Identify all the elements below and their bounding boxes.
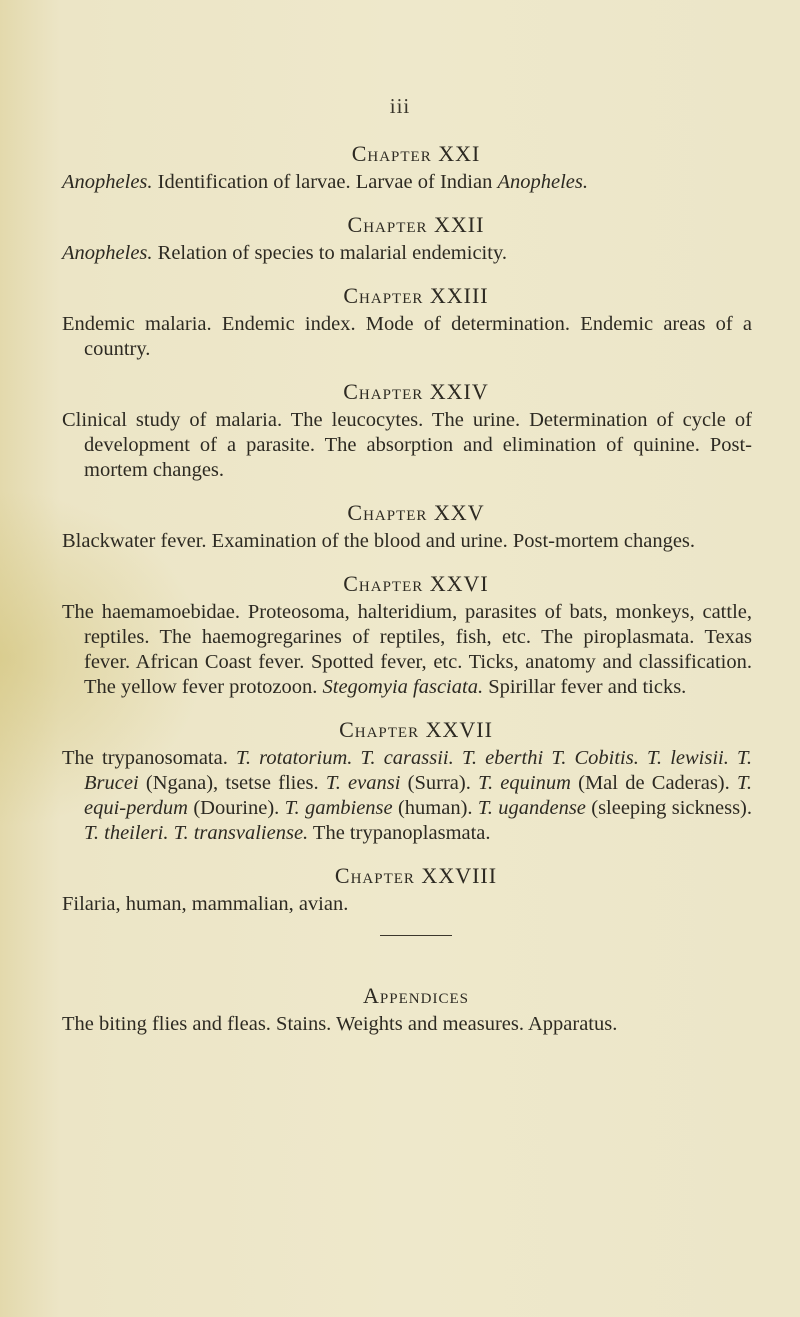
chapter-heading: Chapter XXIII: [343, 283, 489, 308]
summary-text: [639, 747, 647, 769]
italic-term: T. carassii.: [360, 747, 454, 769]
summary-text: (sleeping sickness).: [585, 797, 752, 819]
summary-text: Relation of species to malarial endemicity.: [152, 242, 507, 264]
italic-term: T. eberthi T. Cobitis.: [461, 747, 639, 769]
chapter-summary: [62, 241, 752, 266]
chapter-summary: [62, 529, 752, 554]
table-of-contents: [62, 92, 752, 1051]
summary-text: Endemic malaria. Endemic index. Mode of determination. Endemic areas of a country.: [62, 313, 752, 360]
page-number: iii: [389, 94, 411, 118]
chapter-summary: [62, 892, 752, 917]
summary-text: Identification of larvae. Larvae of Indian: [152, 171, 498, 193]
chapter-heading: Chapter XXVI: [343, 571, 489, 596]
summary-text: Filaria, human, mammalian, avian.: [62, 893, 349, 915]
italic-term: T. evansi: [325, 772, 401, 794]
chapter-list: [62, 138, 752, 917]
italic-term: T. gambiense: [284, 797, 393, 819]
italic-term: T. equi-perdum: [84, 772, 752, 819]
summary-text: (Ngana), tsetse flies.: [138, 772, 326, 794]
appendices-heading: Appendices: [363, 983, 469, 1008]
chapter-summary: [62, 408, 752, 483]
chapter-heading: Chapter XXIV: [343, 379, 489, 404]
summary-text: The trypanosomata.: [62, 747, 236, 769]
chapter-heading: Chapter XXVII: [339, 717, 493, 742]
summary-text: The trypanoplasmata.: [308, 822, 491, 844]
chapter-summary: [62, 746, 752, 846]
summary-text: Spirillar fever and ticks.: [483, 676, 687, 698]
chapter-heading: Chapter XXII: [347, 212, 485, 237]
italic-term: Anopheles.: [62, 171, 153, 193]
italic-term: T. rotatorium.: [236, 747, 353, 769]
summary-text: The haemamoebidae. Proteosoma, halteridium, parasites of bats, monkeys, cattle, reptiles. The haemogregarines of reptiles, fish, etc. The piroplasmata. Texas fever. African Coast fever. Spotted fever, etc. Ticks, anatomy and classification. The yellow fever protozoon.: [62, 601, 752, 698]
italic-term: T. lewisii.: [647, 747, 729, 769]
summary-text: [352, 747, 360, 769]
summary-text: (Dourine).: [188, 797, 285, 819]
italic-term: Anopheles.: [497, 171, 588, 193]
summary-text: Blackwater fever. Examination of the blood and urine. Post-mortem changes.: [62, 530, 696, 552]
italic-term: T. equinum: [478, 772, 571, 794]
summary-text: (Mal de Caderas).: [570, 772, 737, 794]
summary-text: (human).: [392, 797, 478, 819]
chapter-heading: Chapter XXV: [347, 500, 485, 525]
italic-term: T. theileri.: [84, 822, 169, 844]
italic-term: T. transvaliense.: [173, 822, 309, 844]
chapter-heading: Chapter XXI: [351, 141, 481, 166]
chapter-summary: [62, 170, 752, 195]
summary-text: Clinical study of malaria. The leucocytes. The urine. Determination of cycle of development of a parasite. The absorption and elimination of quinine. Post-mortem changes.: [62, 409, 752, 481]
italic-term: Anopheles.: [62, 242, 153, 264]
summary-text: (Surra).: [400, 772, 479, 794]
section-divider: [380, 935, 452, 936]
summary-text: [454, 747, 462, 769]
chapter-summary: [62, 600, 752, 700]
italic-term: Stegomyia fasciata.: [322, 676, 484, 698]
chapter-summary: [62, 312, 752, 362]
chapter-heading: Chapter XXVIII: [334, 863, 498, 888]
summary-text: [729, 747, 737, 769]
appendices-text: The biting flies and fleas. Stains. Weights and measures. Apparatus.: [62, 1013, 618, 1035]
italic-term: T. ugandense: [477, 797, 586, 819]
italic-term: T. Brucei: [84, 747, 753, 794]
